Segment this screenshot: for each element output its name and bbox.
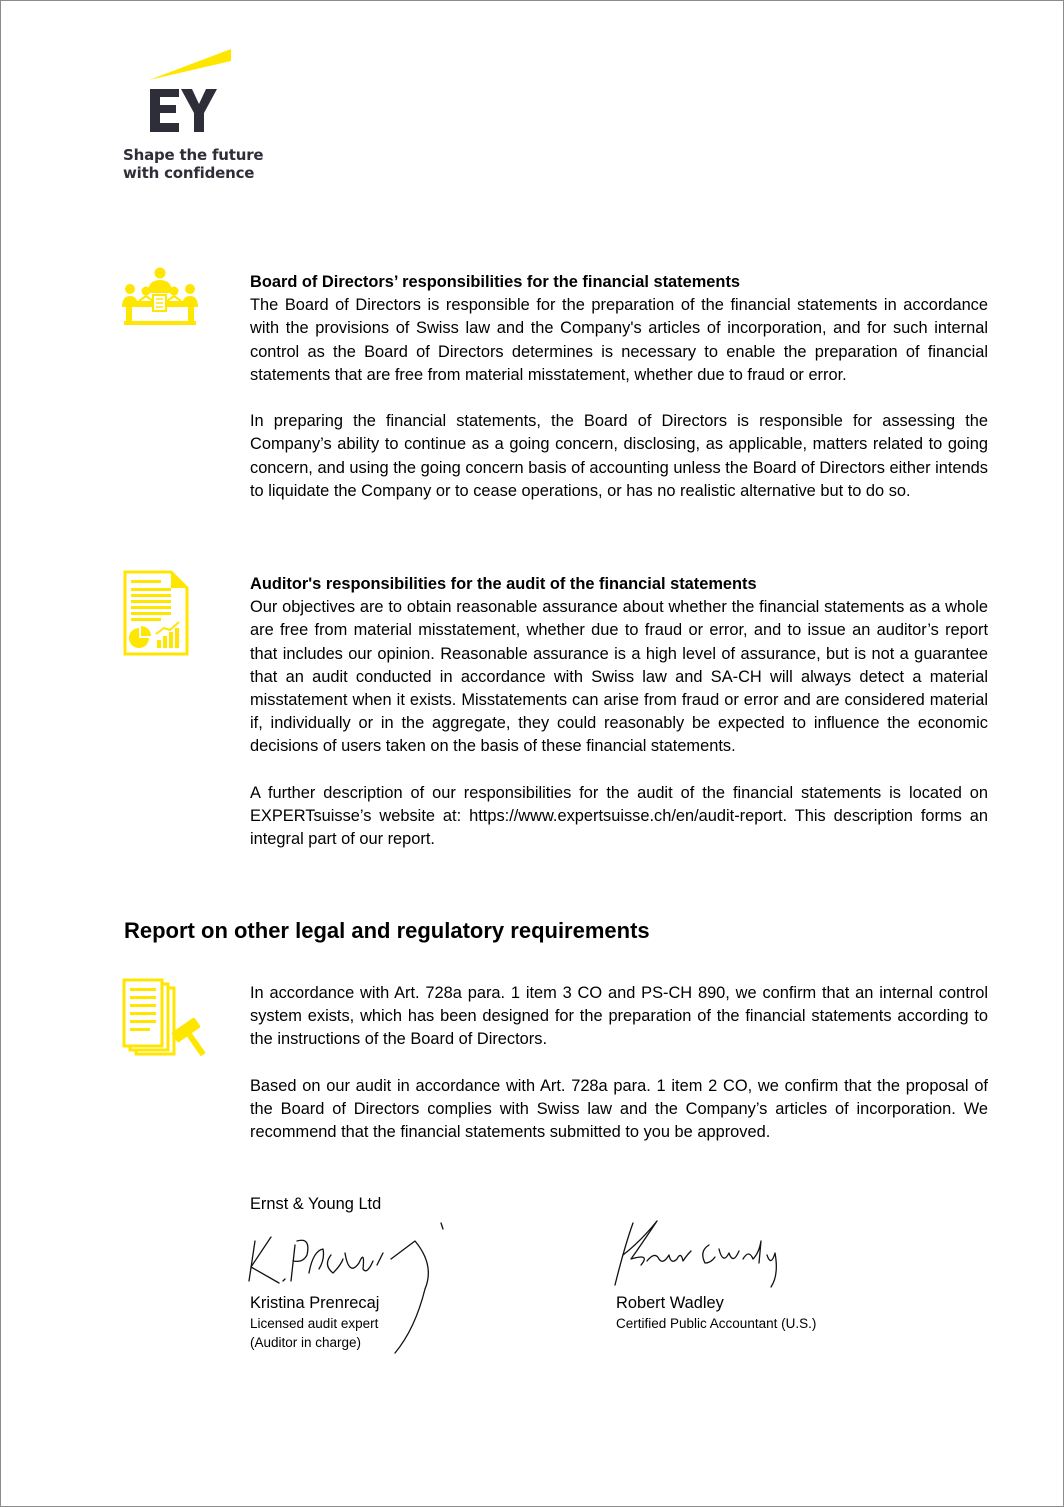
- signer-title-1-line-1: Licensed audit expert: [250, 1316, 379, 1331]
- tagline-line-1: Shape the future: [123, 146, 264, 164]
- board-responsibilities-paragraph-2: In preparing the financial statements, the Board of Directors is responsible for assessing the Company’s ability to continue as a going concern, disclosing, as applicable, matters related to going concern, and using the going concern basis of accounting unless the Board of Directors either intends to liquidate the Company or to cease operations, or has no realistic alternative but to do so.: [250, 412, 988, 500]
- legal-documents-gavel-icon: [122, 978, 212, 1065]
- report-heading: Report on other legal and regulatory requirements: [124, 918, 650, 943]
- signer-name-1: Kristina Prenrecaj: [250, 1294, 380, 1312]
- auditor-responsibilities-paragraph-2: A further description of our responsibilities for the audit of the financial statements is located on EXPERTsuisse’s website at: https://www.expertsuisse.ch/en/audit-report. This description forms an integral part of our report.: [250, 783, 988, 849]
- firm-name: Ernst & Young Ltd: [250, 1195, 382, 1213]
- legal-requirements-paragraph-2: Based on our audit in accordance with Art. 728a para. 1 item 2 CO, we confirm that the proposal of the Board of Directors complies with Swiss law and the Company’s articles of incorporation. We recommend that the financial statements submitted to you be approved.: [250, 1076, 988, 1142]
- signer-title-2: [616, 1314, 816, 1333]
- tagline: [123, 146, 263, 182]
- legal-requirements-paragraph-1: In accordance with Art. 728a para. 1 item 3 CO and PS-CH 890, we confirm that an internal control system exists, which has been designed for the preparation of the financial statements according to the instructions of the Board of Directors.: [250, 984, 988, 1049]
- board-responsibilities-paragraph-1: The Board of Directors is responsible for the preparation of the financial statements in accordance with the provisions of Swiss law and the Company's articles of incorporation, and for such internal control as the Board of Directors determines is necessary to enable the preparation of financial statements that are free from material misstatement, whether due to fraud or error.: [250, 296, 988, 384]
- signer-title-1-line-2: (Auditor in charge): [250, 1335, 362, 1350]
- tagline-line-2: with confidence: [123, 164, 255, 182]
- auditor-responsibilities-paragraph-1: Our objectives are to obtain reasonable assurance about whether the financial statements as a whole are free from material misstatement, whether due to fraud or error, and to issue an auditor’s report that includes our opinion. Reasonable assurance is a high level of assurance, but is not a guarantee that an audit conducted in accordance with Swiss law and SA-CH will always detect a material misstatement when it exists. Misstatements can arise from fraud or error and are considered material if, individually or in the aggregate, they could reasonably be expected to influence the economic decisions of users taken on the basis of these financial statements.: [250, 598, 988, 756]
- signer-title-1: [250, 1314, 378, 1352]
- signature-robert-wadley: [611, 1215, 791, 1300]
- auditor-responsibilities-heading: Auditor's responsibilities for the audit of the financial statements: [250, 575, 757, 593]
- ey-logo-mark: [121, 47, 261, 147]
- board-meeting-icon: [122, 267, 198, 332]
- board-responsibilities-section: [250, 271, 988, 503]
- report-document-icon: [123, 570, 189, 661]
- signer-name-2: Robert Wadley: [616, 1294, 724, 1312]
- signer-title-2-line-1: Certified Public Accountant (U.S.): [616, 1316, 817, 1331]
- board-responsibilities-heading: Board of Directors’ responsibilities for the financial statements: [250, 273, 741, 291]
- legal-requirements-section: [250, 982, 988, 1144]
- auditor-responsibilities-section: [250, 573, 988, 851]
